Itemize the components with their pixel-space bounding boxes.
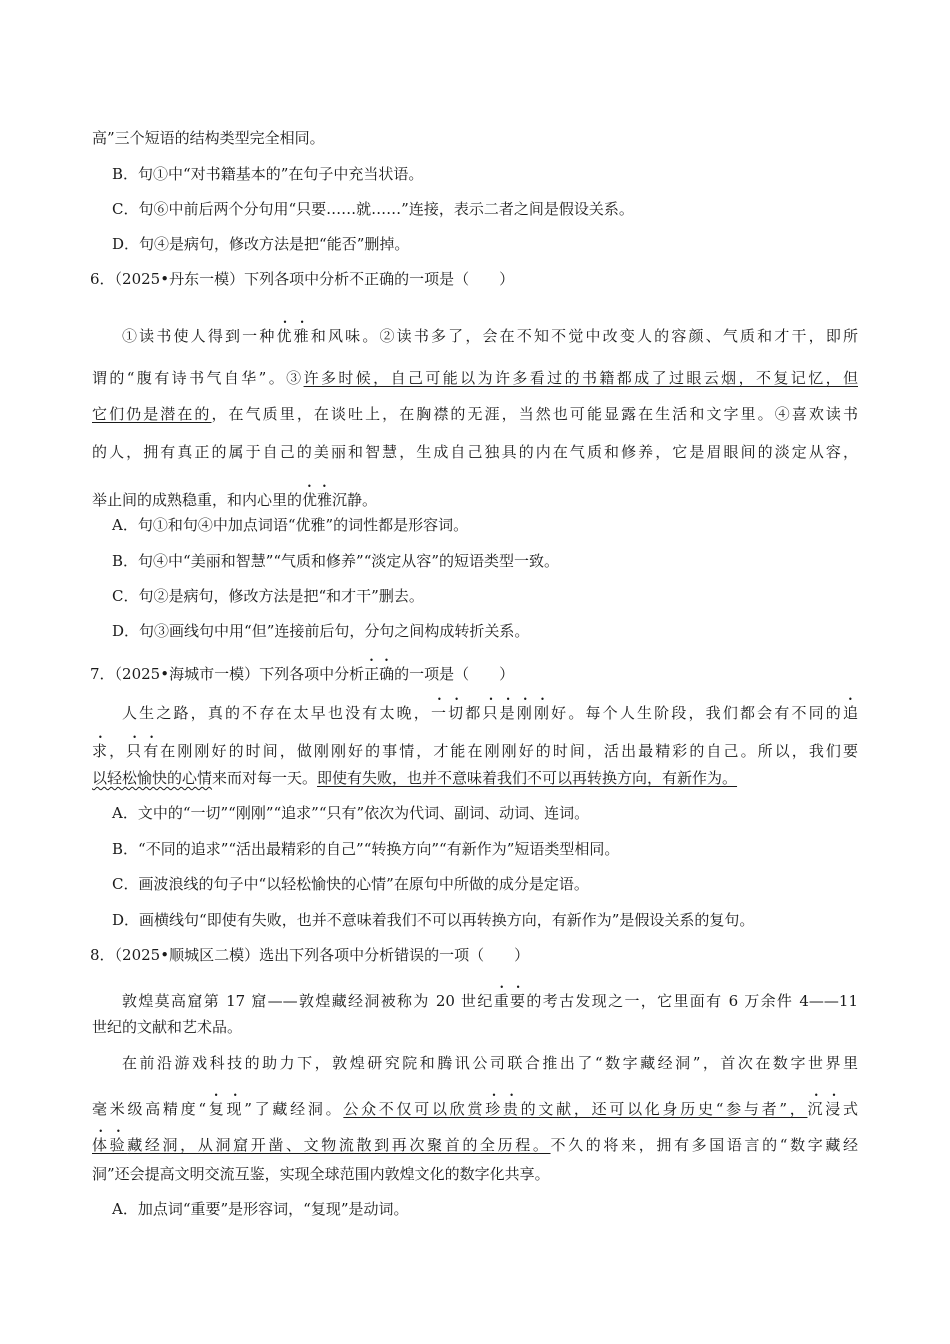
q7-option-d: D．画横线句“即使有失败，也并不意味着我们不可以再转换方向，有新作为”是假设关系的复句。 [112, 911, 755, 929]
underlined-sentence: 即使有失败，也并不意味着我们不可以再转换方向，有新作为。 [317, 769, 738, 787]
underlined-sentence: 的文献 [520, 1100, 574, 1118]
q6-passage-line-3: 它们仍是潜在的，在气质里，在谈吐上，在胸襟的无涯，当然也可能显露在生活和文字里。④喜欢读书 [92, 405, 858, 423]
q7-passage-line-2: 求，只有在刚刚好的时间，做刚刚好的事情，才能在刚刚好的时间，活出最精彩的自己。所以，我们要 [92, 742, 858, 760]
emphasis-dots: 只有 [126, 742, 161, 760]
q7-header: 7．（2025•海城市一模）下列各项中分析正确的一项是（ ） [90, 665, 515, 683]
q6-option-d: D．句③画线句中用“但”连接前后句，分句之间构成转折关系。 [112, 622, 530, 640]
emphasis-dots: 沉浸 [807, 1100, 843, 1118]
q6-option-c: C．句②是病句，修改方法是把“和才干”删去。 [112, 587, 424, 605]
q7-option-a: A．文中的“一切”“刚刚”“追求”“只有”依次为代词、副词、动词、连词。 [112, 804, 590, 822]
q6-option-a: A．句①和句④中加点词语“优雅”的词性都是形容词。 [112, 516, 469, 534]
underlined-sentence: 公众不仅可以欣赏 [343, 1100, 486, 1118]
emphasis-dots: 重要 [493, 992, 527, 1010]
emphasis-dots: 正确 [364, 665, 395, 683]
emphasis-dots: 求 [92, 742, 110, 760]
q8-passage-line-1: 敦煌莫高窟第 17 窟——敦煌藏经洞被称为 20 世纪重要的考古发现之一，它里面有 6 万余件 4——11 [122, 992, 858, 1010]
emphasis-dots: 追 [842, 704, 858, 722]
emphasis-dots: 优雅 [276, 327, 311, 345]
emphasis-dots: 体验 [92, 1136, 128, 1154]
q6-option-b: B．句④中“美丽和智慧”“气质和修养”“淡定从容”的短语类型一致。 [112, 552, 560, 570]
q8-option-a: A．加点词“重要”是形容词，“复现”是动词。 [112, 1200, 409, 1218]
q5-option-c: C．句⑥中前后两个分句用“只要……就……”连接，表示二者之间是假设关系。 [112, 200, 634, 218]
q7-option-b: B．“不同的追求”“活出最精彩的自己”“转换方向”“有新作为”短语类型相同。 [112, 840, 620, 858]
emphasis-dots: 只是 [482, 704, 517, 722]
q5-option-b: B．句①中“对书籍基本的”在句子中充当状语。 [112, 165, 424, 183]
emphasis-dots: 一切 [430, 704, 466, 722]
q6-header: 6．（2025•丹东一模）下列各项中分析不正确的一项是（ ） [90, 270, 515, 288]
underlined-sentence: ，还可以化身历史“参与者”， [573, 1100, 808, 1118]
emphasis-dots: 优雅 [302, 491, 333, 509]
q6-passage-line-2: 谓的“腹有诗书气自华”。③许多时候，自己可能以为许多看过的书籍都成了过眼云烟，不复记忆，但 [92, 369, 858, 387]
q8-passage-line-5: 体验藏经洞，从洞窟开凿、文物流散到再次聚首的全历程。不久的将来，拥有多国语言的“数字藏经 [92, 1136, 858, 1154]
q8-passage-line-3: 在前沿游戏科技的助力下，敦煌研究院和腾讯公司联合推出了“数字藏经洞”，首次在数字世界里 [122, 1054, 858, 1072]
emphasis-dots: 珍贵 [485, 1100, 521, 1118]
q7-passage-line-1: 人生之路，真的不存在太早也没有太晚，一切都只是刚刚好。每个人生阶段，我们都会有不同的追 [122, 704, 858, 722]
q8-passage-line-4: 毫米级高精度“复现”了藏经洞。公众不仅可以欣赏珍贵的文献，还可以化身历史“参与者”，沉浸式 [92, 1100, 858, 1118]
q6-passage-line-4: 的人，拥有真正的属于自己的美丽和智慧，生成自己独具的内在气质和修养，它是眉眼间的淡定从容， [92, 443, 858, 461]
q6-passage-line-5: 举止间的成熟稳重，和内心里的优雅沉静。 [92, 491, 378, 509]
q5-stem-continuation: 高”三个短语的结构类型完全相同。 [92, 129, 325, 147]
q8-header: 8．（2025•顺城区二模）选出下列各项中分析错误的一项（ ） [90, 946, 530, 964]
wavy-underlined-phrase: 以轻松愉快的心情 [92, 769, 213, 787]
q6-passage-line-1: ①读书使人得到一种优雅和风味。②读书多了，会在不知不觉中改变人的容颜、气质和才干，即所 [122, 327, 858, 345]
underlined-sentence: 体验藏经洞，从洞窟开凿、文物流散到再次聚首的全历程。 [92, 1136, 551, 1154]
emphasis-dots: 刚刚 [516, 704, 552, 722]
underlined-sentence: 它们仍是潜在的 [92, 405, 212, 423]
underlined-sentence: 许多时候，自己可能以为许多看过的书籍都成了过眼云烟，不复记忆，但 [303, 369, 858, 387]
q8-passage-line-2: 世纪的文献和艺术品。 [92, 1018, 243, 1036]
q7-option-c: C．画波浪线的句子中“以轻松愉快的心情”在原句中所做的成分是定语。 [112, 875, 589, 893]
q5-option-d: D．句④是病句，修改方法是把“能否”删掉。 [112, 235, 410, 253]
emphasis-dots: 复现 [206, 1100, 245, 1118]
q7-passage-line-3: 以轻松愉快的心情来而对每一天。即使有失败，也并不意味着我们不可以再转换方向，有新作为。 [92, 769, 738, 787]
q8-passage-line-6: 洞”还会提高文明交流互鉴，实现全球范围内敦煌文化的数字化共享。 [92, 1165, 550, 1183]
